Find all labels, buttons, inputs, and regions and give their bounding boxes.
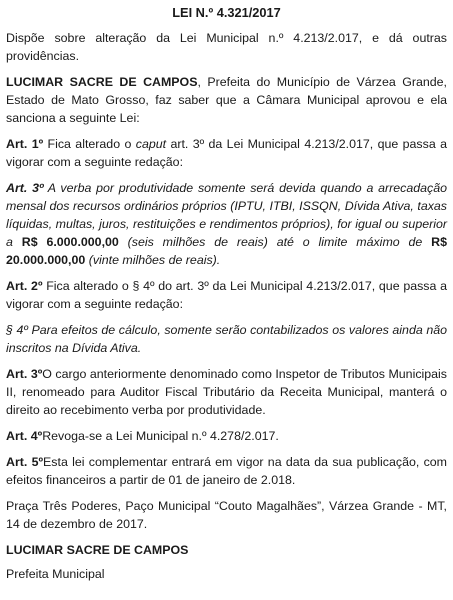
signatory-role: Prefeita Municipal bbox=[6, 567, 105, 581]
article-5-label: Art. 5º bbox=[6, 455, 44, 469]
article-1-text-b: art. 3º da Lei Municipal 4.213/2.017, que passa a vigorar com a seguinte redação: bbox=[6, 137, 447, 169]
article-2-text: Fica alterado o § 4º do art. 3º da Lei Municipal 4.213/2.017, que passa a vigorar com a seguinte redação: bbox=[6, 279, 447, 311]
article-4-label: Art. 4º bbox=[6, 429, 43, 443]
article-1-caput: caput bbox=[135, 137, 167, 151]
quoted-article-3-amount-2: R$ 20.000.000,00 bbox=[6, 235, 447, 267]
quoted-article-3-text-a: A verba por produtividade somente será devida quando a arrecadação mensal dos recursos ordinários próprios (IPTU, ITBI, ISSQN, Dívida Ativa, taxas líquidas, multas, juros, restituições e rendimentos próprios), for igual ou superior a bbox=[6, 181, 447, 249]
preamble-text: , Prefeita do Município de Várzea Grande, Estado de Mato Grosso, faz saber que a Câmara Municipal aprovou e ela sanciona a seguinte Lei: bbox=[6, 75, 447, 125]
article-2-label: Art. 2º bbox=[6, 279, 43, 293]
article-3 bbox=[6, 365, 447, 419]
article-2 bbox=[6, 277, 447, 313]
place-and-date bbox=[6, 497, 447, 533]
quoted-paragraph-4-text: § 4º Para efeitos de cálculo, somente serão contabilizados os valores ainda não inscritos na Dívida Ativa. bbox=[6, 323, 447, 355]
signatory-name: LUCIMAR SACRE DE CAMPOS bbox=[6, 543, 189, 557]
article-1 bbox=[6, 135, 447, 171]
article-1-label: Art. 1º bbox=[6, 137, 44, 151]
quoted-article-3-amount-1: R$ 6.000.000,00 bbox=[21, 235, 119, 249]
quoted-article-3 bbox=[6, 179, 447, 269]
article-4-text: Revoga-se a Lei Municipal n.º 4.278/2.017. bbox=[42, 429, 279, 443]
article-5 bbox=[6, 453, 447, 489]
law-title: LEI N.º 4.321/2017 bbox=[172, 5, 281, 20]
article-4 bbox=[6, 427, 447, 445]
article-5-text: Esta lei complementar entrará em vigor na data da sua publicação, com efeitos financeiros a partir de 01 de janeiro de 2.018. bbox=[6, 455, 447, 487]
preamble bbox=[6, 73, 447, 127]
quoted-article-3-label: Art. 3º bbox=[6, 181, 44, 195]
article-1-text-a: Fica alterado o bbox=[43, 137, 136, 151]
quoted-article-3-text-c: (vinte milhões de reais). bbox=[85, 253, 221, 267]
ementa-text: Dispõe sobre alteração da Lei Municipal n.º 4.213/2.017, e dá outras providências. bbox=[6, 31, 447, 63]
article-3-text: O cargo anteriormente denominado como Inspetor de Tributos Municipais II, renomeado para Auditor Fiscal Tributário da Receita Municipal, manterá o direito ao recebimento verba por produtividade. bbox=[6, 367, 447, 417]
ementa bbox=[6, 29, 447, 65]
article-3-label: Art. 3º bbox=[6, 367, 43, 381]
mayor-name: LUCIMAR SACRE DE CAMPOS bbox=[6, 75, 198, 89]
quoted-paragraph-4 bbox=[6, 321, 447, 357]
place-and-date-text: Praça Três Poderes, Paço Municipal “Couto Magalhães”, Várzea Grande - MT, 14 de dezembro de 2017. bbox=[6, 499, 447, 531]
quoted-article-3-text-b: (seis milhões de reais) até o limite máximo de bbox=[118, 235, 432, 249]
